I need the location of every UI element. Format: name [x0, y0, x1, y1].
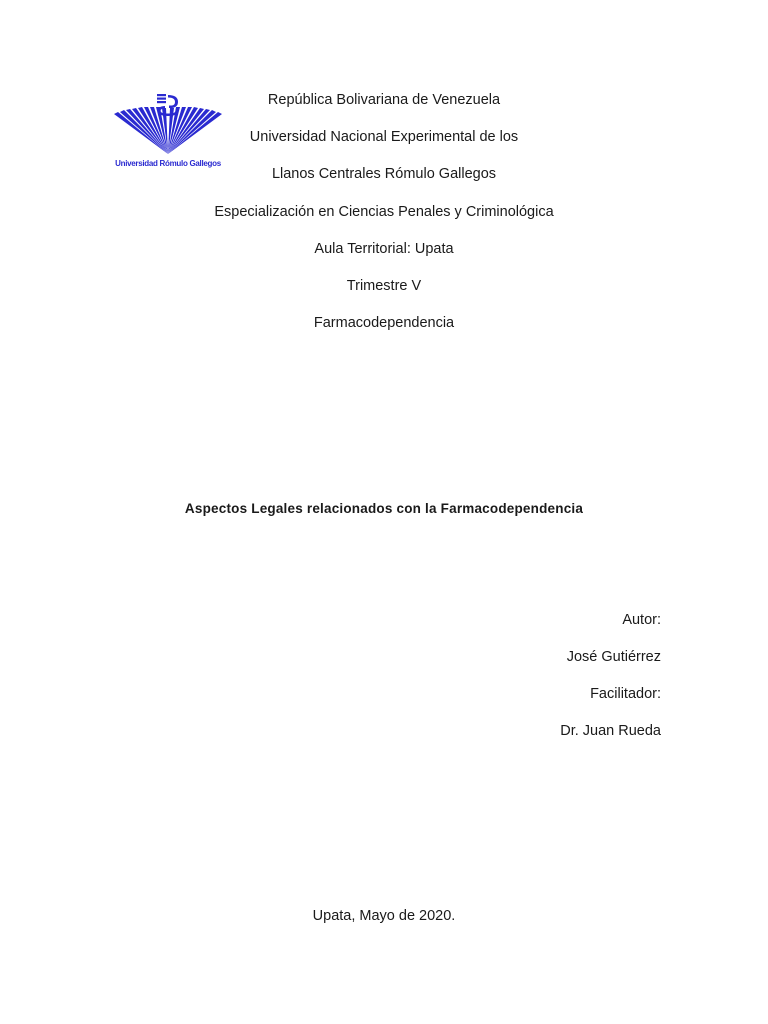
logo-caption: Universidad Rómulo Gallegos — [115, 159, 221, 168]
header-university-cont: Llanos Centrales Rómulo Gallegos — [271, 166, 497, 182]
facilitator-label: Facilitador: — [590, 686, 661, 702]
author-name: José Gutiérrez — [566, 649, 661, 665]
document-title: Aspectos Legales relacionados con la Farmacodependencia — [184, 501, 584, 516]
author-label: Autor: — [622, 612, 661, 628]
header-term: Trimestre V — [346, 278, 422, 294]
facilitator-name: Dr. Juan Rueda — [560, 723, 661, 739]
header-country: República Bolivariana de Venezuela — [267, 92, 501, 108]
header-classroom: Aula Territorial: Upata — [314, 241, 454, 257]
header-specialization: Especialización en Ciencias Penales y Criminológica — [214, 204, 554, 220]
place-date: Upata, Mayo de 2020. — [312, 908, 456, 924]
header-subject: Farmacodependencia — [313, 315, 455, 331]
header-university: Universidad Nacional Experimental de los — [249, 129, 519, 145]
